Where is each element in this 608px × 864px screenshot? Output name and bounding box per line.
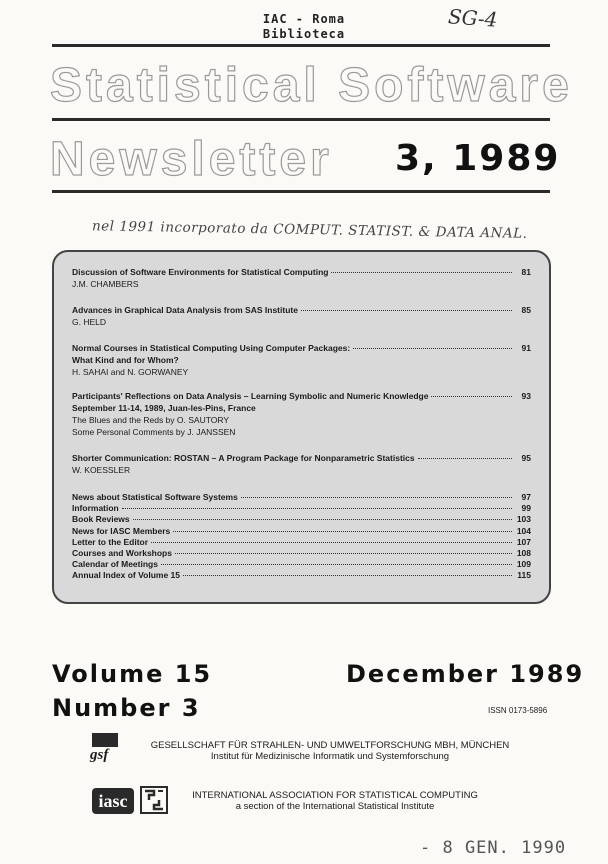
toc-article — [72, 266, 531, 290]
iasc-org-section: a section of the International Statistical Institute — [235, 801, 435, 812]
section-item — [72, 492, 531, 503]
section-title[interactable]: News about Statistical Software Systems — [72, 492, 238, 502]
masthead-line2: Newsletter — [50, 133, 333, 186]
section-page: 115 — [517, 570, 531, 581]
section-title[interactable]: Book Reviews — [72, 514, 130, 525]
article-title[interactable]: Shorter Communication: ROSTAN – A Program Package for Nonparametric Statistics — [72, 453, 415, 463]
article-title[interactable]: Advances in Graphical Data Analysis from SAS Institute — [72, 305, 298, 315]
article-subtitle: What Kind and for Whom? — [72, 355, 179, 365]
issue-date: December 1989 — [346, 660, 585, 688]
section-page: 103 — [516, 514, 531, 525]
article-page: 95 — [521, 453, 531, 463]
iasc-organization — [180, 790, 490, 812]
issn: ISSN 0173-5896 — [488, 706, 548, 715]
section-page: 108 — [516, 548, 531, 559]
section-title[interactable]: Annual Index of Volume 15 — [72, 570, 180, 581]
gsf-organization — [150, 740, 510, 762]
gsf-logo-text: gsf — [90, 747, 109, 763]
volume-label: Volume 15 — [52, 660, 213, 688]
section-title[interactable]: Calendar of Meetings — [72, 559, 158, 570]
toc-article — [72, 452, 531, 476]
library-stamp — [0, 12, 608, 42]
article-authors: Some Personal Comments by J. JANSSEN — [72, 427, 236, 437]
top-rule — [52, 44, 550, 47]
library-stamp-line2: Biblioteca — [262, 27, 346, 41]
section-page: 97 — [521, 492, 531, 502]
article-page: 85 — [521, 305, 531, 315]
article-page: 93 — [521, 391, 531, 401]
article-page: 91 — [521, 343, 531, 353]
article-authors: W. KOESSLER — [72, 465, 131, 475]
article-title[interactable]: Participants' Reflections on Data Analysis – Learning Symbolic and Numeric Knowledge — [72, 391, 429, 401]
toc-article — [72, 342, 531, 378]
section-page: 99 — [521, 503, 531, 514]
article-authors: J.M. CHAMBERS — [72, 279, 139, 289]
section-title[interactable]: Information — [72, 503, 119, 514]
number-label: Number 3 — [52, 694, 201, 722]
section-title[interactable]: Letter to the Editor — [72, 536, 149, 547]
toc-sections — [72, 492, 531, 582]
table-of-contents — [52, 250, 551, 604]
section-item — [72, 548, 531, 559]
iasc-emblem-icon — [140, 786, 168, 814]
received-date-stamp: - 8 GEN. 1990 — [420, 838, 567, 858]
section-item — [72, 526, 531, 537]
section-item — [72, 537, 531, 548]
section-title[interactable]: Courses and Workshops — [72, 548, 172, 559]
section-page: 107 — [516, 536, 531, 547]
section-title[interactable]: News for IASC Members — [72, 525, 171, 536]
article-page: 81 — [521, 267, 531, 277]
gsf-org-institute: Institut für Medizinische Informatik und Systemforschung — [210, 751, 450, 762]
section-page: 104 — [516, 525, 531, 536]
article-subtitle: September 11-14, 1989, Juan-les-Pins, France — [72, 403, 256, 413]
gsf-org-name: GESELLSCHAFT FÜR STRAHLEN- UND UMWELTFORSCHUNG MBH, MÜNCHEN — [150, 740, 510, 751]
article-title[interactable]: Discussion of Software Environments for Statistical Computing — [72, 267, 329, 277]
section-item — [72, 503, 531, 514]
iasc-org-name: INTERNATIONAL ASSOCIATION FOR STATISTICAL COMPUTING — [192, 790, 478, 801]
toc-article — [72, 304, 531, 328]
section-item — [72, 559, 531, 570]
article-authors: The Blues and the Reds by O. SAUTORY — [72, 415, 230, 425]
masthead-line1: Statistical Software — [50, 59, 573, 112]
gsf-logo-mark — [92, 733, 118, 747]
section-item — [72, 570, 531, 581]
section-item — [72, 514, 531, 525]
toc-article — [72, 390, 531, 438]
iasc-logo: iasc — [92, 788, 134, 814]
library-stamp-line1: IAC - Roma — [262, 12, 346, 26]
gsf-logo — [90, 733, 120, 773]
issue-number: 3, 1989 — [395, 138, 561, 179]
handwritten-note: nel 1991 incorporato da COMPUT. STATIST. & DATA ANAL. — [91, 218, 528, 242]
handwritten-code: SG-4 — [447, 4, 499, 32]
section-page: 109 — [516, 559, 531, 570]
article-authors: G. HELD — [72, 317, 107, 327]
article-authors: H. SAHAI and N. GORWANEY — [72, 367, 189, 377]
bottom-rule — [52, 190, 550, 193]
article-title[interactable]: Normal Courses in Statistical Computing Using Computer Packages: — [72, 343, 351, 353]
middle-rule — [52, 118, 550, 121]
iasc-emblem-svg — [142, 788, 166, 812]
